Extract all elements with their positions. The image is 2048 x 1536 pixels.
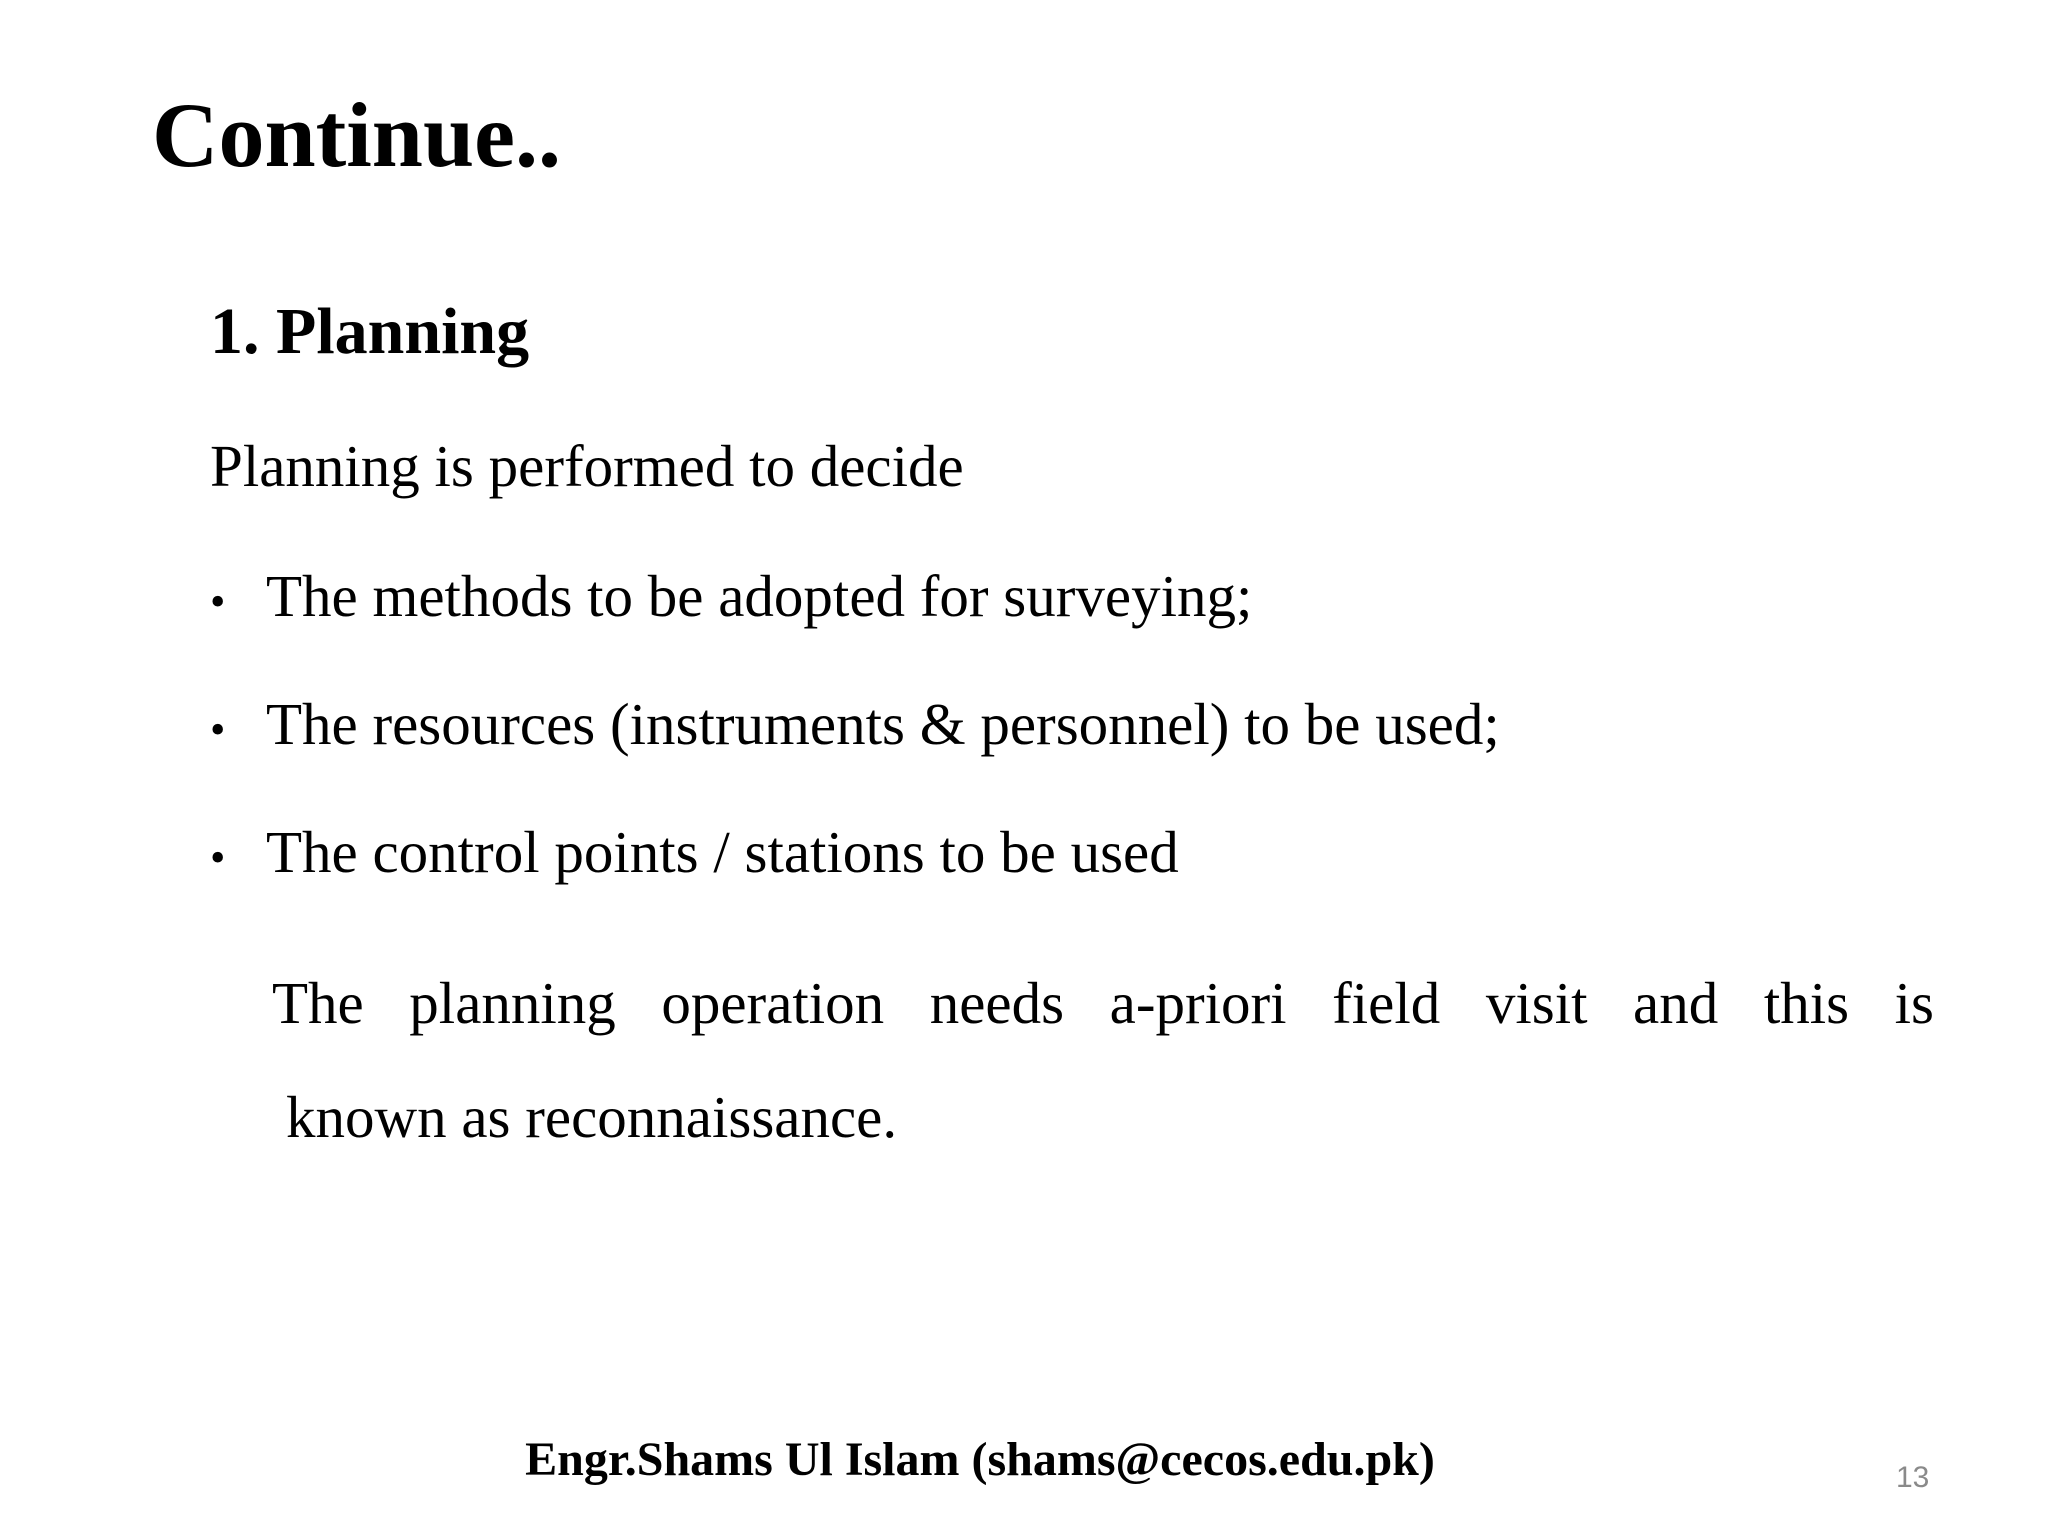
bullet-icon: • [210,705,226,754]
closing-line-one: The planning operation needs a-priori field visit and this is [272,970,1934,1036]
footer-author: Engr.Shams Ul Islam (shams@cecos.edu.pk) [525,1433,1435,1486]
intro-text: Planning is performed to decide [210,433,964,499]
bullet-text: The methods to be adopted for surveying; [266,563,1253,629]
slide-title: Continue.. [152,84,561,186]
closing-paragraph [272,946,1934,1174]
page-number: 13 [1896,1461,1930,1494]
section-heading: 1. Planning [210,295,530,368]
bullet-list [210,558,1500,942]
bullet-item [210,558,1500,686]
bullet-icon: • [210,577,226,626]
closing-line-two: known as reconnaissance. [286,1084,898,1150]
bullet-item [210,686,1500,814]
bullet-text: The control points / stations to be used [266,819,1179,885]
bullet-item [210,814,1500,942]
bullet-text: The resources (instruments & personnel) to be used; [266,691,1500,757]
bullet-icon: • [210,833,226,882]
